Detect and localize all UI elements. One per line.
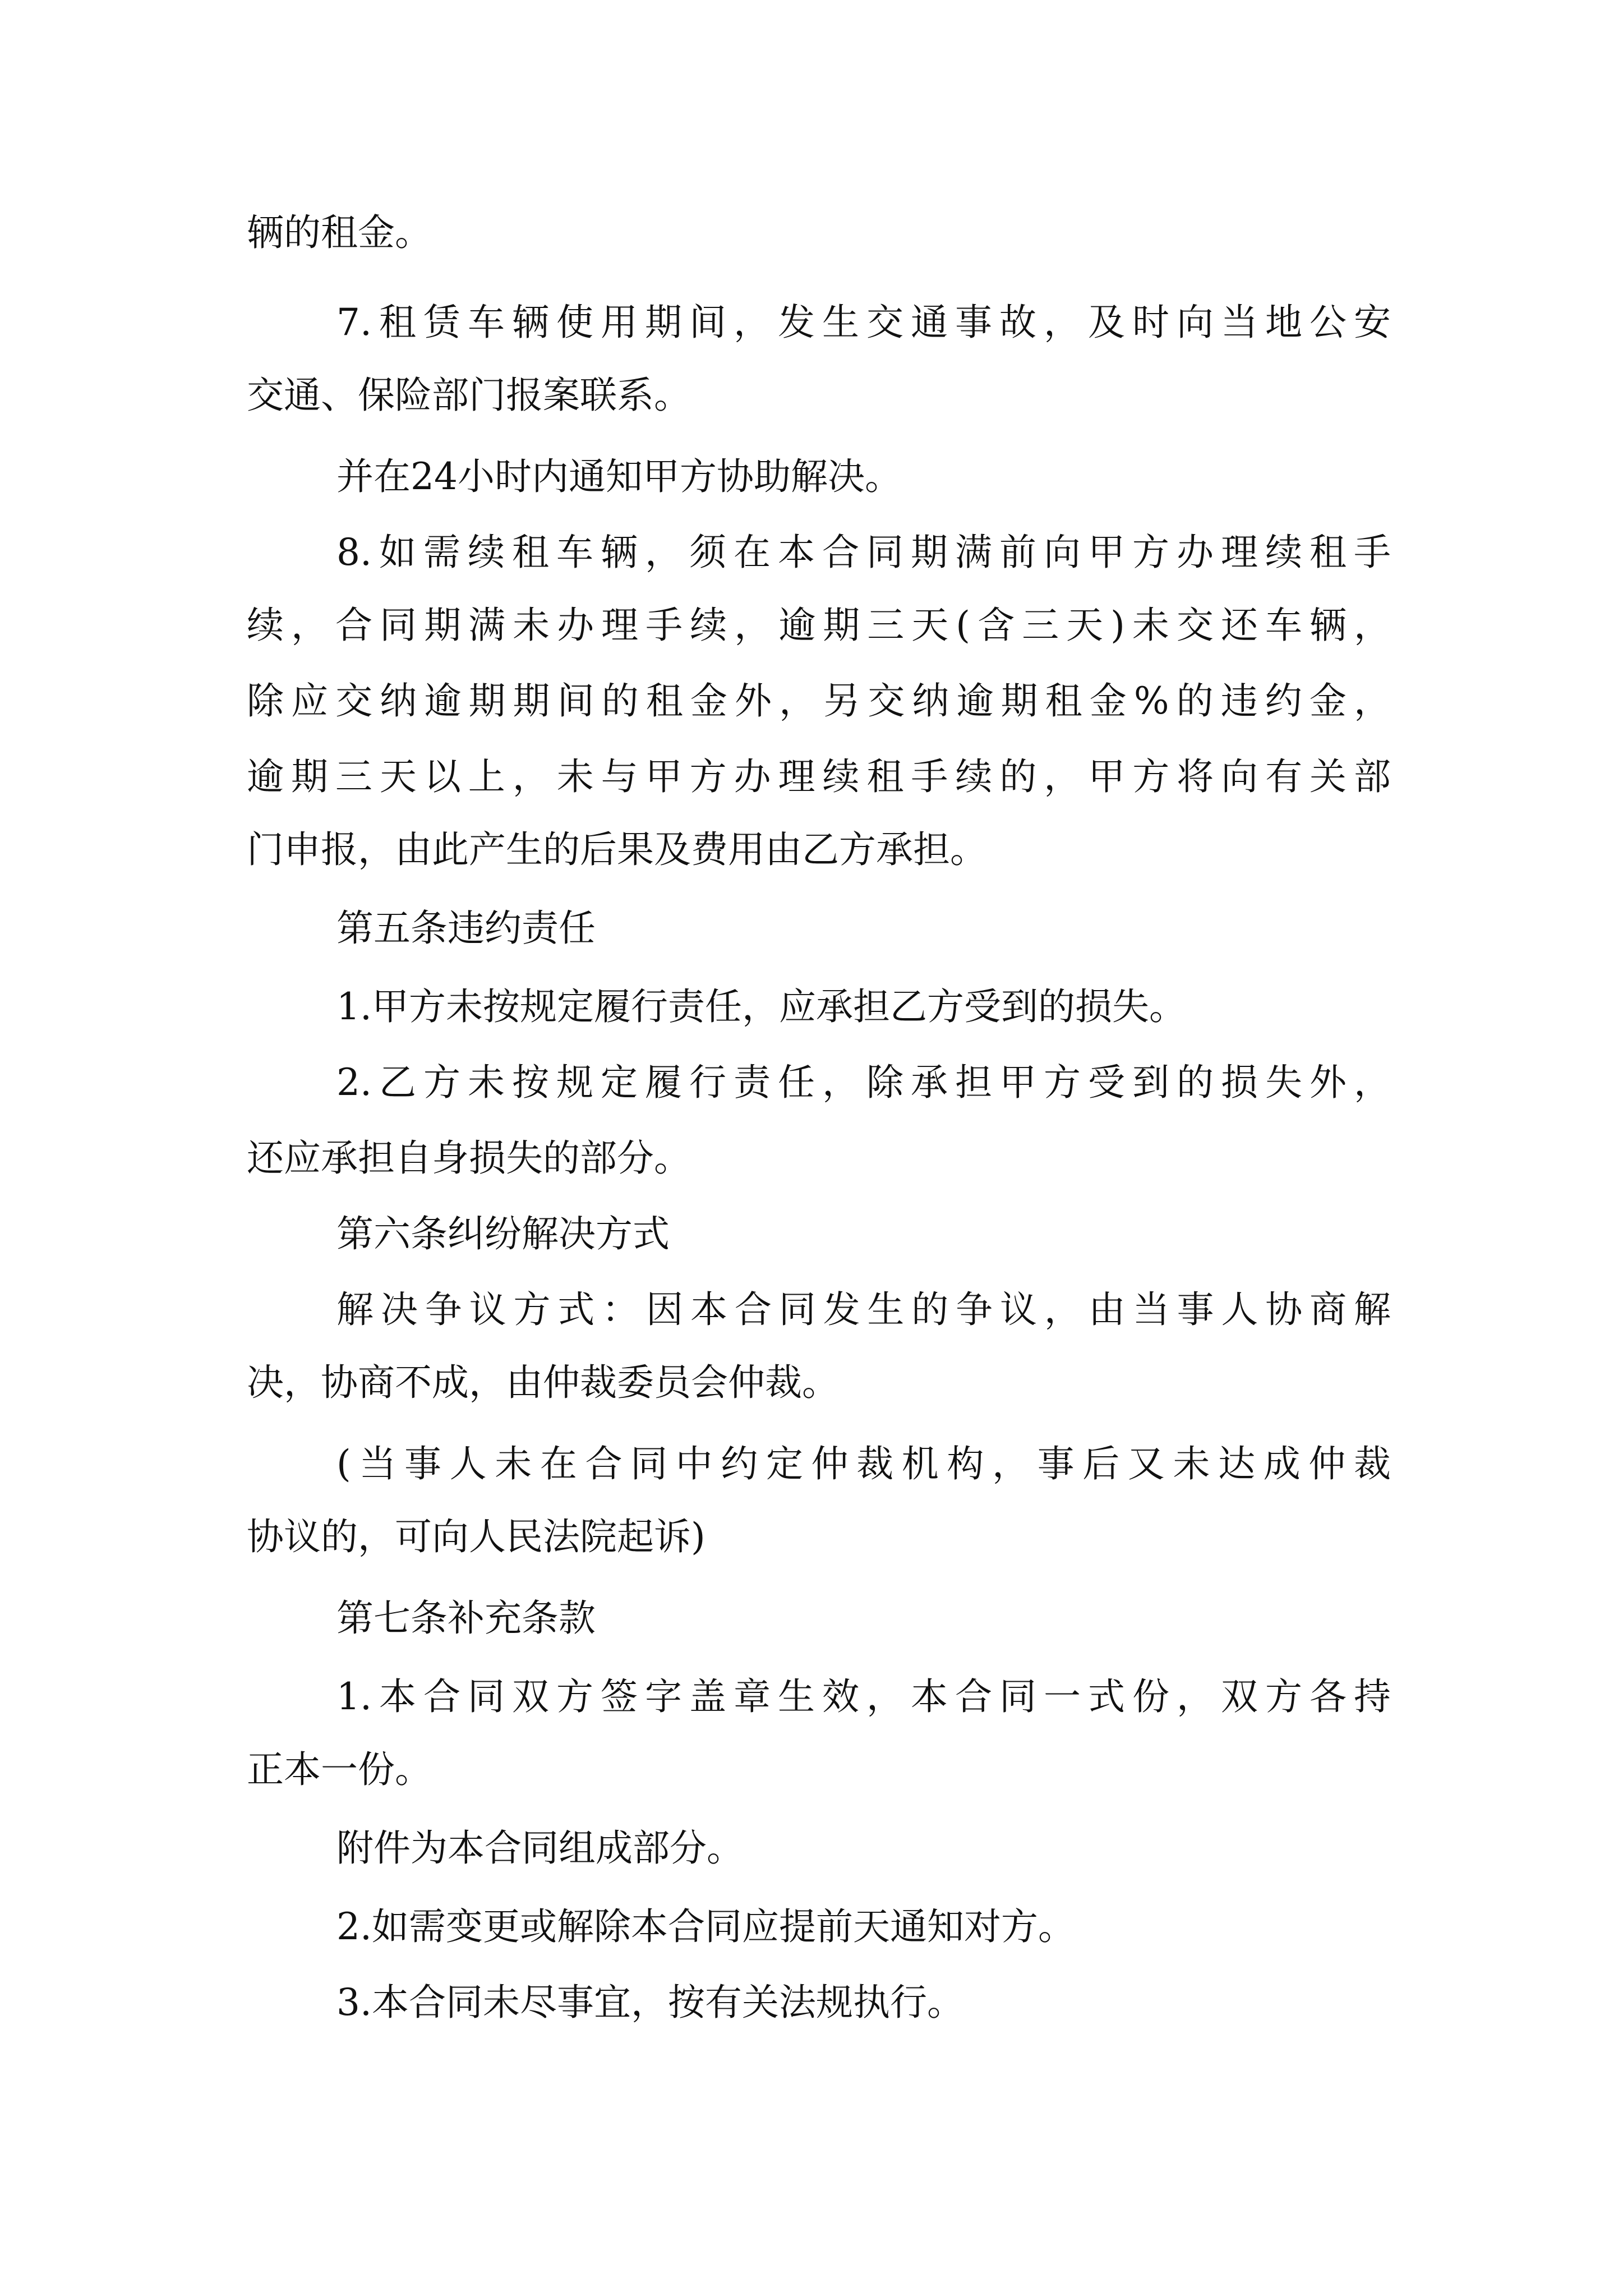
paragraph-line: 1.甲方未按规定履行责任，应承担乙方受到的损失。 (336, 985, 1186, 1028)
paragraph-line: 门申报，由此产生的后果及费用由乙方承担。 (247, 828, 987, 871)
paragraph-line: 协议的，可向人民法院起诉) (247, 1515, 706, 1558)
paragraph-line: 除应交纳逾期期间的租金外，另交纳逾期租金%的违约金， (247, 679, 1391, 723)
paragraph-line: 辆的租金。 (247, 211, 432, 254)
paragraph-line: 2.如需变更或解除本合同应提前天通知对方。 (336, 1905, 1075, 1948)
paragraph-line: 1.本合同双方签字盖章生效，本合同一式份，双方各持 (336, 1675, 1391, 1718)
paragraph-line: 还应承担自身损失的部分。 (247, 1137, 691, 1180)
paragraph-line: 7.租赁车辆使用期间，发生交通事故，及时向当地公安 (336, 301, 1391, 344)
section-heading: 第六条纠纷解决方式 (336, 1212, 670, 1255)
section-heading: 第五条违约责任 (336, 907, 596, 950)
paragraph-line: 决，协商不成，由仲裁委员会仲裁。 (247, 1361, 839, 1404)
paragraph-line: 正本一份。 (247, 1748, 432, 1791)
paragraph-line: 附件为本合同组成部分。 (336, 1826, 744, 1870)
paragraph-line: 交通、保险部门报案联系。 (247, 374, 691, 417)
section-heading: 第七条补充条款 (336, 1596, 596, 1640)
paragraph-line: 8.如需续租车辆，须在本合同期满前向甲方办理续租手 (336, 531, 1391, 574)
paragraph-line: 续，合同期满未办理手续，逾期三天(含三天)未交还车辆， (247, 604, 1391, 647)
paragraph-line: 并在24小时内通知甲方协助解决。 (336, 455, 902, 498)
paragraph-line: 3.本合同未尽事宜，按有关法规执行。 (336, 1981, 964, 2024)
paragraph-line: 逾期三天以上，未与甲方办理续租手续的，甲方将向有关部 (247, 755, 1391, 798)
paragraph-line: 2.乙方未按规定履行责任，除承担甲方受到的损失外， (336, 1061, 1391, 1104)
paragraph-line: 解决争议方式：因本合同发生的争议，由当事人协商解 (336, 1288, 1391, 1331)
paragraph-line: (当事人未在合同中约定仲裁机构，事后又未达成仲裁 (336, 1442, 1391, 1485)
